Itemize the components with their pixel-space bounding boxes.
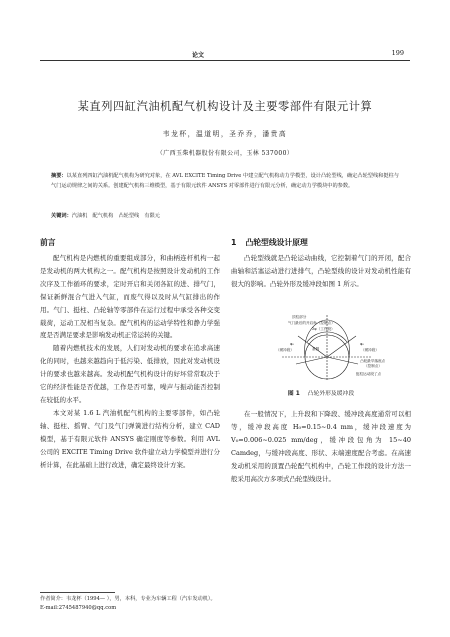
section-heading-foreword: 前言: [40, 238, 56, 247]
label-work-range: 2φ（工作段）: [312, 327, 335, 331]
keywords: [51, 212, 399, 219]
label-close-angle: 凸轮最早落座点: [360, 359, 386, 363]
figure-number: 图 1: [287, 391, 300, 397]
paragraph: 在一般情况下，上升段和下降段、缓冲段高度通常可以相等，缓冲段高度 H₀=0.15~0.4 mm，缓冲段速度为 V₀=0.006~0.025 mm/deg，缓冲段包角为 15~40 Camdeg，与缓冲段高度、形状、末端速度配合考虑。在高速发动机采用的顶置凸轮配气机构中，凸轮工作段的设计方法一般采用高次方多项式凸轮型线设计。: [231, 410, 411, 483]
cam-profile-figure: [232, 312, 410, 382]
label-base: 挺柱运动段了点: [356, 372, 382, 376]
footnote-rule: [40, 592, 115, 593]
keywords-label: 关键词：: [51, 213, 72, 219]
keywords-text: 汽油机 配气机构 凸轮型线 有限元: [71, 213, 160, 219]
abstract-text: 以某直列四缸汽油机配气机构为研究对象，在 AVL EXCITE Timing Drive 中建立配气机构动力学模型，设计凸轮型线，确定凸轮型线和挺柱与气门运动规律之间的关系。创建配气机构三维模型，基于有限元软件 ANSYS 对零部件进行有限元分析，确定动力学模块中的参数。: [51, 173, 399, 190]
right-column-intro: [231, 252, 411, 291]
label-top-circle: 顶柱部分: [292, 315, 307, 319]
abstract-label: 摘要：: [51, 173, 67, 179]
label-close-sub: （控制点）: [364, 364, 382, 368]
section-heading-1: [231, 237, 308, 248]
figure-caption: [231, 388, 411, 397]
label-phi-b: φ₀: [360, 342, 364, 346]
section-title: 凸轮型线设计原理: [245, 238, 308, 247]
right-column-body: [231, 408, 411, 485]
footnote: [40, 595, 220, 613]
paragraph: 本文对某 1.6 L 汽油机配气机构的主要零部件，如凸轮轴、挺柱、摇臂、气门及气门弹簧进行结构分析，建立 CAD 模型，基于有限元软件 ANSYS 确定刚度等参数。利用 AVL 公司的 EXCITE Timing Drive 软件建立动力学模型并进行分析计算，在此基础上进行改进，确定最终设计方案。: [40, 408, 220, 469]
paragraph: 随着内燃机技术的发展，人们对发动机的要求在追求高速化的同时，也越来越趋向于低污染、低排放，因此对发动机设计的要求也越来越高。发动机配气机构设计的好坏常常取决于它的经济性能是否优越，工作是否可靠，噪声与振动能否控制在较低的水平。: [40, 344, 220, 404]
author-bio: 作者简介：韦龙杯（1994— ），男，本科，专业为车辆工程（汽车发动机）。: [40, 596, 216, 602]
author-email: E-mail:2745487940@qq.com: [40, 605, 117, 611]
figure-caption-text: 凸轮外形及缓冲段: [307, 391, 355, 397]
angle-ray-left-low: [296, 357, 327, 364]
paragraph: 配气机构是内燃机的重要组成部分，和曲柄连杆机构一起是发动机的两大机构之一。配气机构是按照设计发动机的工作次序及工作循环的要求，定时开启和关闭各缸的进、排气门，保证新鲜混合气进入气缸，而废气得以及时从气缸排出的作用。气门、挺柱、凸轮轴等零部件在运行过程中承受各种交变载荷，运动工况相当复杂。配气机构的运动学特性和静力学强度是否满足要求是影响发动机正常运转的关键。: [40, 254, 220, 340]
running-title: 论文: [192, 52, 205, 59]
label-base-circle: 基圆: [312, 347, 320, 351]
running-header: [40, 50, 410, 61]
label-buffer-right: （缓冲段）: [361, 348, 379, 352]
label-open-angle: 气门最后的开启角（控制点）: [288, 321, 335, 325]
angle-ray-right: [327, 336, 356, 357]
left-column: [40, 252, 220, 471]
abstract: [51, 171, 399, 192]
angle-ray-right-low: [327, 357, 358, 364]
section-number: 1: [231, 238, 237, 247]
paragraph: 凸轮型线就是凸轮运动曲线，它控制着气门的开闭，配合曲轴和活塞运动进行进排气，凸轮型线的设计对发动机性能有很大的影响。凸轮外形及缓冲段如图 1 所示。: [231, 254, 411, 288]
author-list: 韦龙杯，温道明，圣乔乔，潘贵高: [162, 130, 288, 138]
page-number: 199: [391, 49, 404, 57]
label-phi-a: φ₀: [290, 342, 294, 346]
affiliation: （广西玉柴机器股份有限公司，玉林 537000）: [156, 150, 294, 157]
paper-title: 某直列四缸汽油机配气机构设计及主要零部件有限元计算: [77, 100, 373, 113]
label-buffer-left: （缓冲段）: [276, 348, 294, 352]
